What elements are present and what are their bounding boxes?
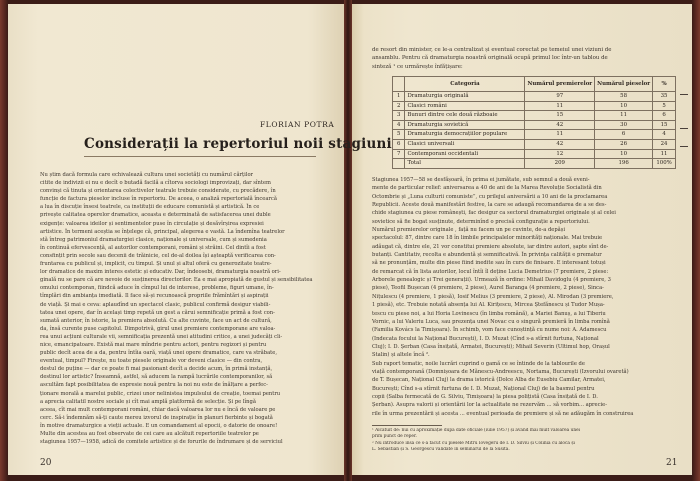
table-cell: 196 [595,159,653,169]
text-line: consfințit prin secole sau decenii de trăinicie, cel de-al doilea își așteaptă verificarea con- [40,252,276,259]
text-line: butanți. Cantitativ, recolta e abundentă și semnificativă. În privința calității e prematur [372,252,602,259]
text-line: ginală nu se pare că are nevoie de susținerea directorilor. Ea e mai apropiată de gustul și sensibilitatea [40,277,313,284]
table-cell: 10 [595,149,653,159]
table-cell: 24 [653,139,676,149]
table-cell: Total [405,159,525,169]
table-cell: 5 [393,130,405,140]
text-line: de T. Bușecan, Național Cluj) la drama istorică (Dolce Alba de Eusebiu Camilar, Armatei, [372,377,606,384]
table-cell: Dramaturgia originală [405,92,525,102]
text-line: Nu știm dacă formula care echivalează cultura unei societăți cu numărul cărților [40,172,254,178]
table-total-row [393,159,676,169]
text-line: mente de particular relief: aniversarea a 40 de ani de la Marea Revoluție Socialistă din [372,185,602,192]
text-line: piese), Teofil Bușecan (4 premiere, 2 piese), Aurel Baranga (4 premiere, 2 piese), Sinca- [372,285,604,292]
table-header-row [393,77,676,92]
text-line: convinși că tinuta și orientarea colectivelor teatrale trebuie considerate, cu precădere, în [40,188,276,195]
text-line: tatea unei opere, dar în același timp repetă un gest a cărui semnificație primă a fost con- [40,309,275,316]
table-cell: Dramaturgia democrațiilor populare [405,130,525,140]
table-cell: 3 [393,111,405,121]
text-line: Stalin) și altele încă ². [372,352,430,359]
author-name: FLORIAN POTRA [260,120,335,129]
text-line: sinteză ¹ ce urmărește înfățișare: [372,63,463,70]
table-cell [393,159,405,169]
text-line: destul de puține — dar ce poate fi mai pasionant decît a decide acum, în primă instanță, [40,366,273,373]
text-line: tescu cu piese noi, a lui Horia Lovinescu (în limba română), a Mariei Banuș, a lui Tiberiu [372,310,606,317]
text-line: citite de indivizii ei nu e decît o butadă facilă a cîtorva sociologi improvizați, dar sîntem [40,180,271,187]
footnote-line: ² Nu introduce însă ce s-a făcut cu piesele Mitru Iovegeru de I. D. Silviu și Colinia cu alocă și [372,440,575,446]
page-number-right: 21 [666,458,678,468]
table-body [393,92,676,169]
table-row [393,139,676,149]
repertoire-table [392,76,676,169]
pen-mark [680,146,688,147]
text-line: Sub raport tematic, noile lucrări cuprind o gamă ce se întinde de la tablourile de [372,360,585,367]
text-line: da, însă curente puse capitolul. Dimpotrivă, girul unei premiere contemporane are valoa- [40,325,276,332]
text-line: lor dramatice de maxim interes estetic și educativ. Dar, îndeosebi, dramaturgia noastră ori- [40,269,281,276]
footnote-line: ¹ Alcătuit de: nui cu aproximație după date oficiale (iulie 1957) și având mai mult valoarea unei [372,428,581,433]
pen-mark [680,94,688,95]
text-line: funcție de factura pieselor incluse în repertoriu. De aceea, o analiză repertorială încearcă [40,196,277,203]
text-line: adăugat că, dintre ele, 21 vor constitui premiere absolute, iar dintre autori, șapte sînt de- [372,243,609,250]
text-line: sovietice să fie bogat susținute, determinînd o precisă configurație a repertoriului. [372,218,590,225]
table-cell: 42 [525,139,595,149]
table-cell: 6 [393,139,405,149]
table-row [393,92,676,102]
text-line: Nițulescu (4 premiere, 1 piesă), Iosif Melius (3 premiere, 2 piese), Al. Mirodan (3 premiere, [372,293,614,300]
text-line: aceea, cît mai mult contemporani români, chiar dacă valoarea lor nu e încă de valoare pe [40,406,276,413]
table-cell: 10 [595,101,653,111]
table-cell: Clasici români [405,101,525,111]
text-line: ansamblu. Pentru că dramaturgia noastră originală ocupă primul loc într-un tablou de [372,55,608,62]
text-line: copii (Salba fermecată de G. Silviu, Timișoara) la piesa polițistă (Casa însițată de I. D. [372,393,598,400]
table-header-percent: % [653,77,676,92]
text-line: ționare morală a marelui public, crizei unor nelinistea impulsului de creație, toemai pentru [40,390,281,397]
table-cell: Dramaturgia sovietică [405,120,525,130]
table-cell: 97 [525,92,595,102]
table-cell: 4 [393,120,405,130]
table-cell: Clasici universali [405,139,525,149]
text-line: sumată anterior, în istorie, la premiera absolută. Cu alte cuvinte, face un act de cultură, [40,317,272,324]
text-line: stă întreg patrimoniul dramaturgiei clasice, naționale și universale, cum și sumedenia [40,236,267,243]
table-row [393,111,676,121]
text-line: cerc. Să-i îndemnăm să-ți caute mereu izvorul de inspirație în planuri fierbinte și bogată [40,414,273,421]
table-header-premieres: Numărul premierelor [525,77,595,92]
left-body-text [40,171,332,446]
text-line: a aprecia calitatil nostre sociale și cît mai amplă platformă de selecție. Și pe lîngă [40,398,256,405]
article-title: Considerații la repertoriul noii stagiuni [84,136,392,152]
table-header-plays: Numărul pieselor [595,77,653,92]
table-cell: 2 [393,101,405,111]
table-cell: Bunuri dintre cele două războaie [405,111,525,121]
text-line: 1 piesă), etc. Trebuie notată absența lui Al. Kirițescu, Mircea Ștefănescu și Tudor Mușa- [372,302,605,309]
table-cell: 30 [595,120,653,130]
text-line: Cluj); I. D. Șerban (Casa însițată, Armatei, București); Mihail Severin (Ultimul hop, Orașul [372,343,610,350]
footnotes [372,428,677,454]
text-line: de viață. Și mai e ceva: aplaudînd un spectacol clasic, publicul confirmă desigur viabili- [40,301,271,308]
text-line: Octombrie și „Luna culturii comuniste”, cu prilejul aniversării a 10 ani de la proclamarea [372,193,608,200]
right-body-text [372,176,677,418]
text-line: (Indecata focului la Național București), I. D. Muzat (Cînd s-a stîrnit furtuna, Național [372,335,599,342]
text-line: (Familia Kovács la Timișoara). În schimb, vom face cunoștință cu nume noi: A. Adamescu [372,327,607,334]
table-cell: 11 [595,111,653,121]
text-line: fruntarea cu publicul și, implicit, cu timpul. Și unul și altul oferă cu generozitate teatre- [40,261,272,268]
table-cell: 7 [393,149,405,159]
page-number-left: 20 [40,458,52,468]
table-cell: 35 [653,92,676,102]
text-line: de remarcat că în lista autorilor, locul întîi îl deține Lucia Demetrius (7 premiere, 2 piese: [372,268,609,275]
footnote-rule [372,425,442,426]
text-line: Republicii. Aceste două manifestări festive, la care se adaugă recomandarea de a se des- [372,202,607,209]
text-line: de resort din minister, ce le-a centralizat și eventual corectat pe temeiul unei viziuni de [372,47,612,53]
table-header-category: Categoria [405,77,525,92]
table-cell: Contemporani occidentali [405,149,525,159]
text-line: public decît acea de a da, pentru întîia oară, viață unei opere dramatice, care va străbate, [40,350,277,357]
text-line: rile în urma prezentării și acesta ... eventual perioada de premiere și să ne adăugăm în construirea [372,410,634,417]
text-line: Numărul premierelor originale , față nu facem un pe cuvinte, de-a depăși [372,227,566,234]
text-line: tîmplări din ambianța imediată. Il face să-și recunoască propriile frămîntări și aspirații [40,293,269,300]
footnote-line: prim punct de reper. [372,434,417,440]
text-line: Stagiunea 1957—58 se desfășoară, în prima ei jumătate, sub semnul a două eveni- [372,177,590,183]
table-cell: 1 [393,92,405,102]
text-line: eventual, timpul? Firește, nu toate piesele originale vor deveni clasice — din contra, [40,358,263,365]
text-line: Vornic, a lui Valeriu Luca, sau prezența unei Novac cu o singură premieră în limba romînă [372,318,610,325]
table-cell: 58 [595,92,653,102]
footnote-line: L. Sebastian și S. Georgescu validate în seminarul de la Susita. [372,447,510,453]
title-underline [84,156,316,157]
table-cell: 11 [525,130,595,140]
text-line: a lua în discuție însesi teatrele, ca instituții de educare comunistă și artistică. În ce [40,204,260,211]
text-line: artistice. În termeni aceștia se înțelege că, principal, alegerea e vastă. La îndemîna teatrelor [40,228,285,235]
book-gutter [344,0,352,481]
text-line: să ne pronunțăm, multe din piese fiind inedite sau în curs de finisare. E interesant totuși [372,260,606,267]
text-line: spectacolul: 87, dintre care 18 în limbile principalelor minorități naționale. Mai trebuie [372,235,603,242]
table-cell: 11 [525,101,595,111]
text-line: rea unui acțiuni culturale vii, semnificația prezentă unei atitudini critice, a unei judecăți cli- [40,333,283,340]
text-line: viață contemporană (Domnișoara de Mănescu-Andreescu, Nortama, București (Izvorului ovaretă) [372,368,629,375]
table-cell: 209 [525,159,595,169]
table-cell: 11 [653,149,676,159]
table-row [393,149,676,159]
text-line: Șerban). Asupra valorii și orientării lor la actualitate ne rezervăm ... să vorbim... aprecie- [372,402,607,409]
table-cell: 42 [525,120,595,130]
text-line: Multe din acestea au fost observate de cei care au alcătuit repertoriile teatrelor pe [40,431,259,437]
text-line: privește calitatea operelor dramatice, aceasta e determinată de satisfacerea unei duble [40,212,271,219]
table-cell: 6 [653,111,676,121]
right-intro-text [372,46,677,71]
table-cell: 26 [595,139,653,149]
text-line: în motive dramaturgice a vieții actuale. E un comandament al epocii, o datorie de onoare! [40,422,278,429]
text-line: ascultăm fapt posibilitatea de expresie nouă pentru la noi nu este de înălțare a perfec- [40,382,268,389]
table-cell: 12 [525,149,595,159]
text-line: chide stagiunea cu piese românești, fac desigur ca sectorul dramaturgiei originale și al celei [372,210,616,217]
table-header-index [393,77,405,92]
pen-mark [680,128,688,129]
text-line: în continuă efervescență, al autorilor contemporani, români și străini. Cel dintîi a fost [40,244,266,251]
table-row [393,130,676,140]
text-line: exigențe: valoarea ideilor și sentimentelor puse în circulație și desăvîrșirea expresiei [40,220,264,227]
table-cell: 5 [653,101,676,111]
table-cell: 100% [653,159,676,169]
table-cell: 15 [653,120,676,130]
text-line: omului contemporan, fiindcă aduce în cîmpul lui de interese, probleme, figuri umane, în- [40,285,274,292]
table-row [393,120,676,130]
table-cell: 4 [653,130,676,140]
text-line: Arborele genealogic și Trei generații). Urmează în ordine: Mihail Davidoglu (4 premiere, 3 [372,277,611,284]
text-line: stagiunea 1957—1958, adică de comitele artistice și de forurile de îndrumare și de serviciul [40,439,283,446]
text-line: destinul lor artistic? Înseamnă, astfel, să aducem la rampă lucrările contemporanilor, să [40,374,273,381]
text-line: București; Cînd s-a stîrnit furtuna de I. D. Muzat, Național Cluj) de la basmul pentru [372,385,595,392]
table-cell: 6 [595,130,653,140]
table-row [393,101,676,111]
text-line: nice, emancipatoare. Există mai mare mîndrie pentru actori, pentru regizori și pentru [40,341,267,348]
table-cell: 15 [525,111,595,121]
